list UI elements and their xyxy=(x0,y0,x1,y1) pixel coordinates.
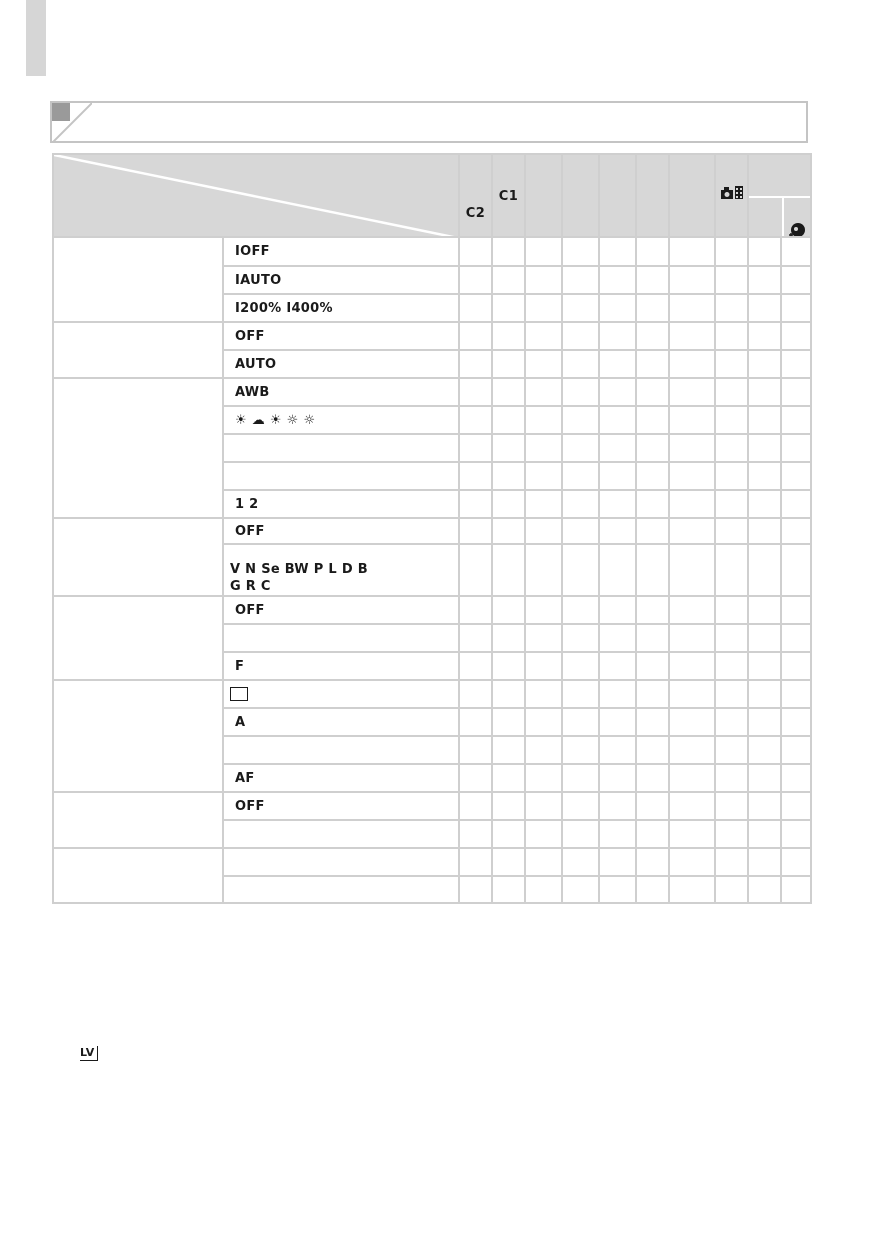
mode-cell xyxy=(525,736,562,764)
mode-cell xyxy=(492,820,525,848)
mode-cell xyxy=(781,294,811,322)
mode-cell xyxy=(669,764,715,792)
mode-cell xyxy=(459,490,492,518)
option-cell xyxy=(223,237,459,266)
footnote-continuous-lv xyxy=(80,1046,98,1061)
mode-cell xyxy=(599,237,636,266)
option-label: V N Se BW P L D B xyxy=(230,561,368,577)
mode-cell xyxy=(562,792,599,820)
mode-cell xyxy=(492,708,525,736)
mode-cell xyxy=(748,708,781,736)
table-row xyxy=(53,518,811,544)
option-label: F xyxy=(235,658,245,674)
mode-cell xyxy=(492,848,525,876)
mode-cell xyxy=(492,378,525,406)
mode-cell xyxy=(715,596,748,624)
mode-cell xyxy=(715,764,748,792)
mode-cell xyxy=(715,652,748,680)
mode-cell xyxy=(748,350,781,378)
mode-cell xyxy=(459,350,492,378)
mode-cell xyxy=(599,708,636,736)
mode-cell xyxy=(748,490,781,518)
table-row xyxy=(53,378,811,406)
option-label: AUTO xyxy=(235,356,277,372)
table-row xyxy=(53,596,811,624)
mode-cell xyxy=(599,322,636,350)
mode-cell xyxy=(636,322,669,350)
mode-cell xyxy=(562,490,599,518)
mode-cell xyxy=(781,764,811,792)
mode-cell xyxy=(669,736,715,764)
option-cell xyxy=(223,792,459,820)
mode-cell xyxy=(459,596,492,624)
mode-cell xyxy=(781,378,811,406)
mode-cell xyxy=(525,708,562,736)
mode-cell xyxy=(599,266,636,294)
option-cell xyxy=(223,544,459,596)
mode-cell xyxy=(636,490,669,518)
option-cell xyxy=(223,680,459,708)
mode-cell xyxy=(636,624,669,652)
section-header-bar xyxy=(50,101,808,143)
mode-cell xyxy=(562,680,599,708)
mode-cell xyxy=(599,544,636,596)
mode-cell xyxy=(525,544,562,596)
mode-cell xyxy=(636,876,669,903)
mode-cell xyxy=(669,406,715,434)
mode-cell xyxy=(492,736,525,764)
mode-cell xyxy=(781,848,811,876)
mode-cell xyxy=(525,350,562,378)
option-label: AWB xyxy=(235,384,270,400)
mode-cell xyxy=(599,294,636,322)
mode-cell xyxy=(781,406,811,434)
mode-cell xyxy=(492,596,525,624)
option-label: IAUTO xyxy=(235,272,282,288)
mode-cell xyxy=(715,820,748,848)
mode-cell xyxy=(748,764,781,792)
mode-cell xyxy=(748,518,781,544)
mode-cell xyxy=(636,544,669,596)
mode-cell xyxy=(562,544,599,596)
table-row xyxy=(53,848,811,876)
mode-cell xyxy=(636,294,669,322)
mode-cell xyxy=(781,736,811,764)
mode-cell xyxy=(492,266,525,294)
mode-cell xyxy=(748,848,781,876)
mode-cell xyxy=(748,544,781,596)
mode-cell xyxy=(599,518,636,544)
option-cell xyxy=(223,848,459,876)
option-label: AF xyxy=(235,770,255,786)
mode-cell xyxy=(715,350,748,378)
mode-cell xyxy=(636,736,669,764)
mode-cell xyxy=(562,820,599,848)
mode-cell xyxy=(459,237,492,266)
mode-cell xyxy=(562,652,599,680)
mode-cell xyxy=(748,876,781,903)
mode-cell xyxy=(715,378,748,406)
mode-cell xyxy=(636,596,669,624)
mode-cell xyxy=(459,406,492,434)
table-row xyxy=(53,680,811,708)
mode-cell xyxy=(636,378,669,406)
mode-cell xyxy=(748,378,781,406)
mode-cell xyxy=(636,350,669,378)
table-row xyxy=(53,792,811,820)
mode-cell xyxy=(715,848,748,876)
mode-cell xyxy=(636,266,669,294)
option-label: OFF xyxy=(235,602,265,618)
mode-cell xyxy=(636,434,669,462)
mode-cell xyxy=(492,462,525,490)
mode-cell xyxy=(781,434,811,462)
group-label-cell xyxy=(53,237,223,322)
mode-cell xyxy=(715,518,748,544)
mode-cell xyxy=(562,518,599,544)
mode-cell xyxy=(669,490,715,518)
mode-cell xyxy=(459,462,492,490)
mode-cell xyxy=(781,596,811,624)
mode-cell xyxy=(525,237,562,266)
mode-cell xyxy=(669,680,715,708)
table-row xyxy=(53,237,811,266)
group-label-cell xyxy=(53,680,223,792)
mode-cell xyxy=(781,792,811,820)
mode-cell xyxy=(525,624,562,652)
mode-cell xyxy=(599,350,636,378)
mode-cell xyxy=(715,322,748,350)
mode-cell xyxy=(669,876,715,903)
mode-cell xyxy=(492,876,525,903)
mode-cell xyxy=(781,237,811,266)
mode-cell xyxy=(562,266,599,294)
mode-cell xyxy=(492,237,525,266)
mode-cell xyxy=(715,736,748,764)
mode-cell xyxy=(715,462,748,490)
mode-cell xyxy=(562,350,599,378)
mode-cell xyxy=(599,820,636,848)
mode-cell xyxy=(459,518,492,544)
mode-cell xyxy=(562,322,599,350)
mode-cell xyxy=(599,406,636,434)
mode-cell xyxy=(562,624,599,652)
mode-cell xyxy=(599,490,636,518)
mode-cell xyxy=(669,322,715,350)
mode-cell xyxy=(669,708,715,736)
mode-cell xyxy=(715,708,748,736)
mode-cell xyxy=(492,434,525,462)
mode-cell xyxy=(669,294,715,322)
option-label: A xyxy=(235,714,246,730)
option-label: 1 2 xyxy=(235,496,259,512)
mode-cell xyxy=(459,708,492,736)
mode-cell xyxy=(492,792,525,820)
mode-cell xyxy=(669,518,715,544)
option-cell xyxy=(223,708,459,736)
mode-cell xyxy=(748,652,781,680)
mode-cell xyxy=(492,406,525,434)
mode-cell xyxy=(748,596,781,624)
mode-cell xyxy=(715,266,748,294)
mode-cell xyxy=(748,820,781,848)
mode-cell xyxy=(715,876,748,903)
option-cell xyxy=(223,736,459,764)
mode-cell xyxy=(748,266,781,294)
mode-cell xyxy=(525,462,562,490)
mode-cell xyxy=(492,294,525,322)
mode-cell xyxy=(459,624,492,652)
option-label: IOFF xyxy=(235,244,270,259)
mode-cell xyxy=(748,294,781,322)
option-cell xyxy=(223,876,459,903)
mode-header-c1: C1 xyxy=(492,154,525,273)
option-cell xyxy=(223,378,459,406)
mode-cell xyxy=(562,764,599,792)
mode-cell xyxy=(636,820,669,848)
mode-cell xyxy=(669,237,715,266)
mode-cell xyxy=(715,792,748,820)
mode-cell xyxy=(459,792,492,820)
mode-cell xyxy=(525,596,562,624)
mode-cell xyxy=(715,406,748,434)
mode-cell xyxy=(669,266,715,294)
option-label: I200% I400% xyxy=(235,300,333,316)
mode-cell xyxy=(781,350,811,378)
mode-cell xyxy=(781,624,811,652)
mode-cell xyxy=(715,237,748,266)
mode-cell xyxy=(459,736,492,764)
mode-cell xyxy=(781,544,811,596)
mode-cell xyxy=(525,792,562,820)
mode-cell xyxy=(599,624,636,652)
mode-cell xyxy=(525,876,562,903)
mode-cell xyxy=(781,266,811,294)
mode-cell xyxy=(525,848,562,876)
mode-cell xyxy=(459,544,492,596)
mode-cell xyxy=(562,462,599,490)
mode-cell xyxy=(562,876,599,903)
mode-cell xyxy=(669,624,715,652)
mode-cell xyxy=(459,266,492,294)
mode-cell xyxy=(525,764,562,792)
mode-cell xyxy=(715,544,748,596)
mode-cell xyxy=(636,652,669,680)
mode-cell xyxy=(715,624,748,652)
group-label-cell xyxy=(53,322,223,378)
mode-cell xyxy=(525,294,562,322)
option-cell xyxy=(223,406,459,434)
mode-cell xyxy=(748,680,781,708)
mode-cell xyxy=(459,434,492,462)
mode-cell xyxy=(669,848,715,876)
mode-header-c2: C2 xyxy=(459,154,492,273)
mode-cell xyxy=(669,350,715,378)
mode-cell xyxy=(636,848,669,876)
mode-cell xyxy=(669,462,715,490)
group-label-cell xyxy=(53,792,223,848)
mode-cell xyxy=(599,652,636,680)
table-row xyxy=(53,322,811,350)
mode-cell xyxy=(781,820,811,848)
mode-cell xyxy=(748,792,781,820)
mode-cell xyxy=(669,596,715,624)
option-cell xyxy=(223,350,459,378)
mode-cell xyxy=(669,544,715,596)
mode-cell xyxy=(562,294,599,322)
mode-cell xyxy=(599,462,636,490)
mode-cell xyxy=(525,406,562,434)
mode-cell xyxy=(781,462,811,490)
mode-cell xyxy=(492,350,525,378)
mode-cell xyxy=(599,434,636,462)
mode-cell xyxy=(562,736,599,764)
mode-cell xyxy=(599,792,636,820)
mode-cell xyxy=(562,378,599,406)
mode-cell xyxy=(459,680,492,708)
mode-cell xyxy=(781,490,811,518)
mode-cell xyxy=(636,237,669,266)
mode-cell xyxy=(525,820,562,848)
mode-cell xyxy=(459,378,492,406)
mode-cell xyxy=(599,736,636,764)
mode-cell xyxy=(525,518,562,544)
mode-cell xyxy=(781,518,811,544)
mode-cell xyxy=(748,462,781,490)
mode-cell xyxy=(748,624,781,652)
mode-cell xyxy=(525,322,562,350)
option-cell xyxy=(223,462,459,490)
mode-cell xyxy=(636,462,669,490)
mode-cell xyxy=(492,652,525,680)
mode-cell xyxy=(525,680,562,708)
mode-cell xyxy=(669,820,715,848)
mode-cell xyxy=(492,518,525,544)
mode-cell xyxy=(492,680,525,708)
mode-cell xyxy=(636,764,669,792)
option-cell xyxy=(223,434,459,462)
option-cell xyxy=(223,294,459,322)
mode-cell xyxy=(781,876,811,903)
mode-cell xyxy=(562,708,599,736)
mode-cell xyxy=(599,378,636,406)
mode-cell xyxy=(525,266,562,294)
mode-cell xyxy=(715,434,748,462)
mode-cell xyxy=(459,848,492,876)
page-edge-tab xyxy=(26,0,46,76)
mode-cell xyxy=(599,848,636,876)
option-cell xyxy=(223,624,459,652)
mode-cell xyxy=(492,544,525,596)
mode-cell xyxy=(669,792,715,820)
mode-cell xyxy=(459,294,492,322)
group-label-cell xyxy=(53,596,223,680)
mode-cell xyxy=(562,406,599,434)
mode-cell xyxy=(525,490,562,518)
mode-cell xyxy=(492,624,525,652)
mode-cell xyxy=(459,652,492,680)
mode-cell xyxy=(748,322,781,350)
camera-film-icon xyxy=(720,185,744,201)
option-cell xyxy=(223,596,459,624)
mode-cell xyxy=(525,378,562,406)
group-label-cell xyxy=(53,848,223,903)
mode-cell xyxy=(636,406,669,434)
option-cell xyxy=(223,820,459,848)
mode-cell xyxy=(781,708,811,736)
mode-cell xyxy=(599,596,636,624)
option-label: OFF xyxy=(235,328,265,344)
mode-cell xyxy=(669,378,715,406)
mode-cell xyxy=(748,434,781,462)
mode-cell xyxy=(525,652,562,680)
mode-cell xyxy=(636,680,669,708)
option-cell xyxy=(223,266,459,294)
group-label-cell xyxy=(53,518,223,596)
section-square-marker xyxy=(52,103,70,121)
option-cell xyxy=(223,764,459,792)
mode-cell xyxy=(715,490,748,518)
option-cell xyxy=(223,322,459,350)
option-cell xyxy=(223,518,459,544)
mode-cell xyxy=(636,792,669,820)
mode-cell xyxy=(599,680,636,708)
mode-cell xyxy=(748,237,781,266)
option-cell xyxy=(223,490,459,518)
mode-cell xyxy=(492,322,525,350)
function-mode-table-body xyxy=(52,236,812,904)
mode-cell xyxy=(636,518,669,544)
mode-cell xyxy=(599,764,636,792)
continuous-lv-icon: LV xyxy=(80,1046,98,1061)
option-cell xyxy=(223,652,459,680)
mode-cell xyxy=(562,434,599,462)
mode-cell xyxy=(748,736,781,764)
option-label: OFF xyxy=(235,523,265,539)
option-label-line2: G R C xyxy=(230,578,271,594)
option-label: ☀ ☁ ☀ ☼ ☼ xyxy=(235,412,316,428)
group-label-cell xyxy=(53,378,223,518)
mode-cell xyxy=(562,848,599,876)
mode-cell xyxy=(459,322,492,350)
mode-cell xyxy=(669,434,715,462)
mode-cell xyxy=(636,708,669,736)
mode-cell xyxy=(562,237,599,266)
mode-cell xyxy=(715,680,748,708)
mode-cell xyxy=(599,876,636,903)
header-diagonal xyxy=(54,155,458,238)
mode-cell xyxy=(492,764,525,792)
mode-cell xyxy=(459,820,492,848)
mode-cell xyxy=(459,876,492,903)
mode-cell xyxy=(781,680,811,708)
mode-cell xyxy=(748,406,781,434)
mode-cell xyxy=(669,652,715,680)
mode-cell xyxy=(459,764,492,792)
mode-cell xyxy=(525,434,562,462)
mode-cell xyxy=(492,490,525,518)
mode-cell xyxy=(781,322,811,350)
option-label: OFF xyxy=(235,798,265,814)
mode-cell xyxy=(562,596,599,624)
mode-cell xyxy=(715,294,748,322)
mode-cell xyxy=(781,652,811,680)
single-shot-icon xyxy=(230,687,248,702)
